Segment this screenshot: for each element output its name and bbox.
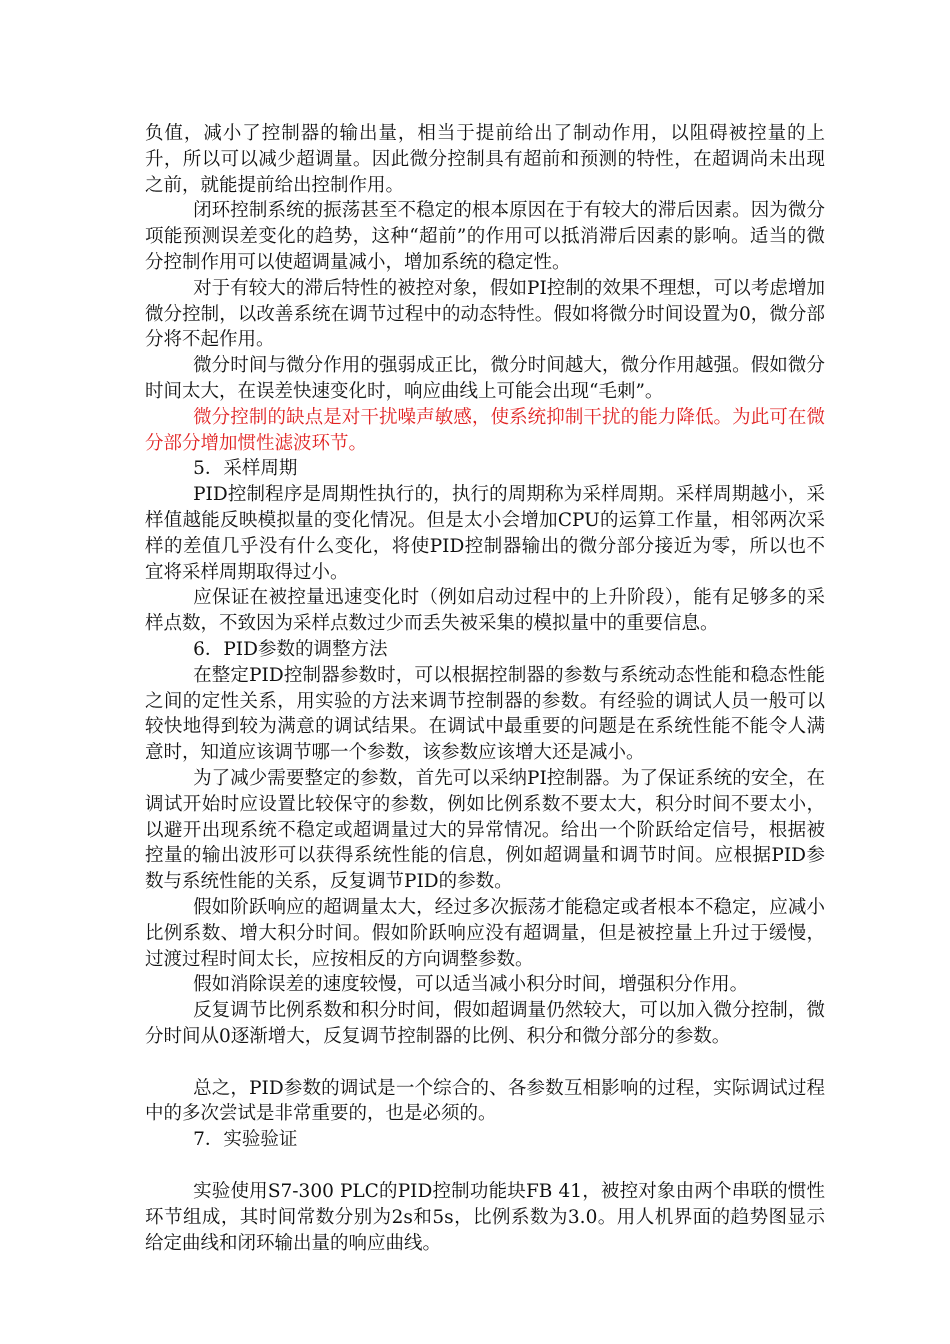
paragraph-derivative-braking: 负值，减小了控制器的输出量，相当于提前给出了制动作用，以阻碍被控量的上升，所以可以减少超调量。因此微分控制具有超前和预测的特性，在超调尚未出现之前，就能提前给出控制作用。 bbox=[145, 123, 825, 196]
paragraph-summary: 总之，PID参数的调试是一个综合的、各参数互相影响的过程，实际调试过程中的多次尝试是非常重要的，也是必须的。 bbox=[145, 1077, 825, 1125]
paragraph-sampling-period: PID控制程序是周期性执行的，执行的周期称为采样周期。采样周期越小，采样值越能反映模拟量的变化情况。但是太小会增加CPU的运算工作量，相邻两次采样的差值几乎没有什么变化，将使PID控制器输出的微分部分接近为零，所以也不宜将采样周期取得过小。 bbox=[145, 484, 825, 583]
paragraph-derivative-drawback: 微分控制的缺点是对干扰噪声敏感，使系统抑制干扰的能力降低。为此可在微分部分增加惯性滤波环节。 bbox=[145, 406, 825, 454]
paragraph-lag-objects: 对于有较大的滞后特性的被控对象，假如PI控制的效果不理想，可以考虑增加微分控制，以改善系统在调节过程中的动态特性。假如将微分时间设置为0，微分部分将不起作用。 bbox=[145, 277, 825, 351]
paragraph-spacer bbox=[145, 1050, 825, 1076]
paragraph-tuning-method: 在整定PID控制器参数时，可以根据控制器的参数与系统动态性能和稳态性能之间的定性关系，用实验的方法来调节控制器的参数。有经验的调试人员一般可以较快地得到较为满意的调试结果。在调试中最重要的问题是在系统性能不能令人满意时，知道应该调节哪一个参数，该参数应该增大还是减小。 bbox=[145, 664, 825, 764]
section-heading-sampling-period: 5．采样周期 bbox=[193, 458, 298, 480]
paragraph-spacer bbox=[145, 1153, 825, 1179]
paragraph-sampling-points: 应保证在被控量迅速变化时（例如启动过程中的上升阶段），能有足够多的采样点数，不致因为采样点数过少而丢失被采集的模拟量中的重要信息。 bbox=[145, 587, 825, 635]
paragraph-integral-time: 假如消除误差的速度较慢，可以适当减小积分时间，增强积分作用。 bbox=[193, 974, 749, 996]
paragraph-pi-controller: 为了减少需要整定的参数，首先可以采纳PI控制器。为了保证系统的安全，在调试开始时应设置比较保守的参数，例如比例系数不要太大，积分时间不要太小，以避开出现系统不稳定或超调量过大的异常情况。给出一个阶跃给定信号，根据被控量的输出波形可以获得系统性能的信息，例如超调量和调节时间。应根据PID参数与系统性能的关系，反复调节PID的参数。 bbox=[145, 767, 825, 893]
paragraph-derivative-time: 微分时间与微分作用的强弱成正比，微分时间越大，微分作用越强。假如微分时间太大，在误差快速变化时，响应曲线上可能会出现“毛刺”。 bbox=[145, 355, 825, 402]
paragraph-step-response: 假如阶跃响应的超调量太大，经过多次振荡才能稳定或者根本不稳定，应减小比例系数、增大积分时间。假如阶跃响应没有超调量，但是被控量上升过于缓慢，过渡过程时间太长，应按相反的方向调整参数。 bbox=[145, 896, 825, 970]
paragraph-instability-cause: 闭环控制系统的振荡甚至不稳定的根本原因在于有较大的滞后因素。因为微分项能预测误差变化的趋势，这种“超前”的作用可以抵消滞后因素的影响。适当的微分控制作用可以使超调量减小，增加系统的稳定性。 bbox=[145, 200, 825, 273]
paragraph-experiment: 实验使用S7-300 PLC的PID控制功能块FB 41，被控对象由两个串联的惯性环节组成，其时间常数分别为2s和5s，比例系数为3.0。用人机界面的趋势图显示给定曲线和闭环输出量的响应曲线。 bbox=[145, 1181, 825, 1254]
section-heading-experiment: 7．实验验证 bbox=[193, 1129, 298, 1151]
document-body bbox=[145, 121, 825, 1256]
paragraph-derivative-tuning: 反复调节比例系数和积分时间，假如超调量仍然较大，可以加入微分控制，微分时间从0逐渐增大，反复调节控制器的比例、积分和微分部分的参数。 bbox=[145, 1000, 825, 1047]
section-heading-pid-tuning: 6．PID参数的调整方法 bbox=[193, 638, 388, 660]
